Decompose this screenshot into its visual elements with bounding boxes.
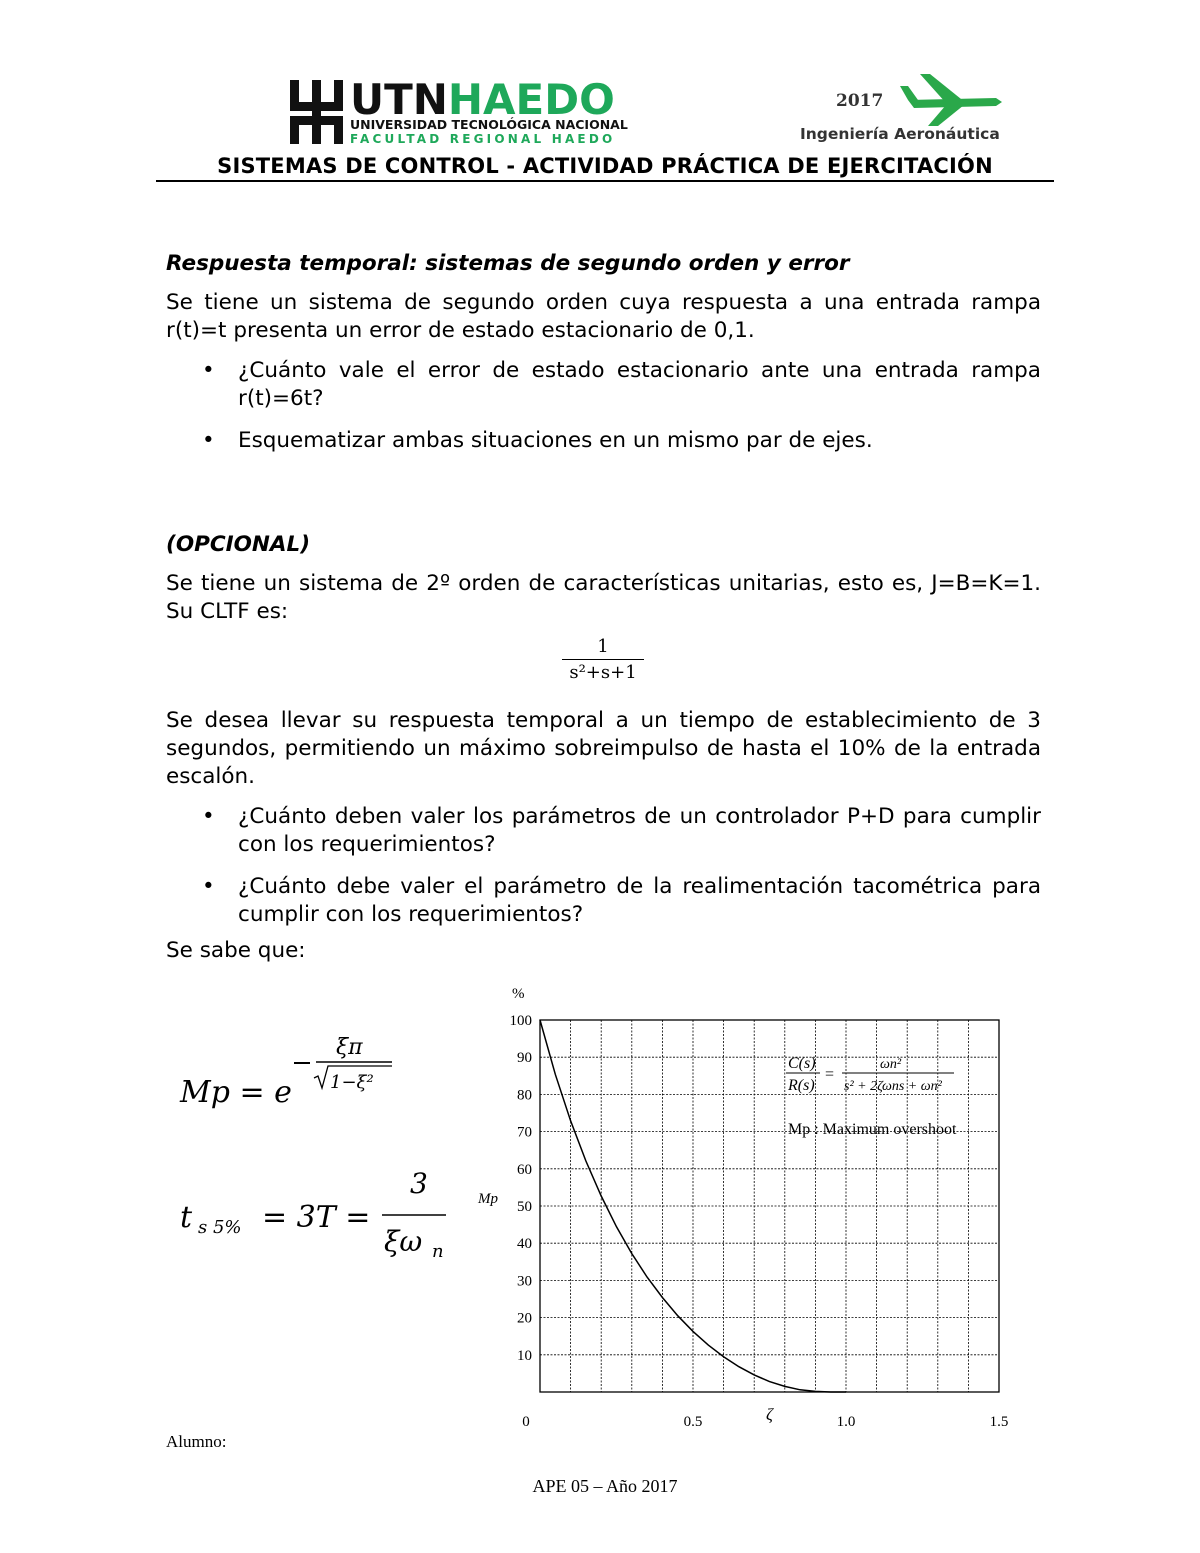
y-unit-label: % xyxy=(512,986,525,1002)
x-axis-label: ζ xyxy=(766,1405,773,1424)
document-title: SISTEMAS DE CONTROL - ACTIVIDAD PRÁCTICA DE EJERCITACIÓN xyxy=(156,154,1054,182)
bullet-icon: • xyxy=(202,804,215,829)
overshoot-chart-svg xyxy=(470,980,1030,1430)
cltf-numerator: 1 xyxy=(597,636,609,657)
ts-lhs: t xyxy=(180,1200,193,1235)
x-tick-label: 1.0 xyxy=(836,1414,856,1430)
y-tick-label: 60 xyxy=(517,1161,532,1178)
ts-subscript: s 5% xyxy=(198,1217,242,1238)
section2-intro: Se tiene un sistema de 2º orden de características unitarias, esto es, J=B=K=1. Su CLTF es: xyxy=(166,571,1041,624)
year-badge: 2017 xyxy=(836,91,884,111)
y-tick-label: 100 xyxy=(509,1013,532,1029)
section2-title: (OPCIONAL) xyxy=(166,532,311,557)
ts-mid: = 3T = xyxy=(262,1200,371,1235)
chart-legend-text: Mp : Maximum overshoot xyxy=(788,1121,957,1138)
mp-lhs: Mp = e xyxy=(180,1075,292,1110)
tf-lhs-denominator: R(s) xyxy=(788,1077,815,1094)
mp-exponent-denominator: 1−ξ² xyxy=(330,1072,374,1093)
ts-numerator: 3 xyxy=(410,1167,428,1200)
faculty-name: FACULTAD REGIONAL HAEDO xyxy=(350,132,616,146)
y-tick-label: 70 xyxy=(517,1124,532,1141)
department-label: Ingeniería Aeronáutica xyxy=(800,125,1000,143)
bullet-icon: • xyxy=(202,358,215,383)
y-tick-label: 50 xyxy=(517,1199,532,1215)
ts-formula xyxy=(176,1155,466,1265)
mp-formula xyxy=(176,1030,446,1120)
bullet-icon: • xyxy=(202,874,215,899)
tf-equals: = xyxy=(825,1066,835,1083)
section-opcional xyxy=(166,531,1041,626)
ts-denominator-subscript: n xyxy=(432,1241,444,1262)
cltf-fraction xyxy=(562,636,644,683)
section2-description: Se desea llevar su respuesta temporal a un tiempo de establecimiento de 3 segundos, permitiendo un máximo sobreimpulso de hasta el 10% de la entrada escalón. xyxy=(166,708,1041,789)
y-tick-label: 80 xyxy=(517,1087,532,1104)
y-axis-label: Mp xyxy=(478,1191,498,1207)
airplane-icon xyxy=(900,74,1002,126)
y-tick-label: 30 xyxy=(517,1273,532,1290)
utn-haedo-logo xyxy=(288,72,648,152)
mp-exponent-numerator: ξπ xyxy=(336,1035,363,1060)
student-label: Alumno: xyxy=(166,1432,227,1451)
y-tick-label: 10 xyxy=(517,1347,532,1364)
y-tick-label: 20 xyxy=(517,1310,532,1327)
known-label: Se sabe que: xyxy=(166,938,306,963)
cltf-denominator: s²+s+1 xyxy=(562,659,644,683)
aeronautica-logo xyxy=(796,70,1006,150)
y-tick-label: 40 xyxy=(517,1236,532,1253)
y-tick-label: 90 xyxy=(517,1050,532,1067)
ts-denominator: ξω xyxy=(384,1225,423,1258)
logo-wordmark: UTNHAEDO xyxy=(350,75,615,124)
tf-rhs-denominator: s² + 2ζωns + ωn² xyxy=(844,1079,942,1094)
list-item: • Esquematizar ambas situaciones en un mismo par de ejes. xyxy=(202,428,873,453)
list-item: • ¿Cuánto deben valer los parámetros de un controlador P+D para cumplir con los requerimientos? xyxy=(202,804,1041,857)
tf-lhs-numerator: C(s) xyxy=(788,1055,816,1072)
section-respuesta-temporal xyxy=(166,250,1041,455)
x-tick-label: 0 xyxy=(522,1414,530,1430)
utn-emblem-icon xyxy=(288,72,648,152)
section1-title: Respuesta temporal: sistemas de segundo orden y error xyxy=(166,251,850,276)
x-tick-label: 1.5 xyxy=(989,1414,1009,1430)
bullet-icon: • xyxy=(202,428,215,453)
x-tick-label: 0.5 xyxy=(683,1414,703,1430)
page-footer: APE 05 – Año 2017 xyxy=(532,1476,678,1496)
section1-intro: Se tiene un sistema de segundo orden cuya respuesta a una entrada rampa r(t)=t presenta un error de estado estacionario de 0,1. xyxy=(166,290,1041,343)
university-name: UNIVERSIDAD TECNOLÓGICA NACIONAL xyxy=(350,117,628,132)
section2-body xyxy=(166,707,1041,965)
list-item: • ¿Cuánto vale el error de estado estacionario ante una entrada rampa r(t)=6t? xyxy=(202,358,1041,411)
chart-tf-annotation xyxy=(786,1055,957,1138)
list-item: • ¿Cuánto debe valer el parámetro de la realimentación tacométrica para cumplir con los requerimientos? xyxy=(202,874,1041,927)
overshoot-chart xyxy=(470,980,1030,1430)
tf-rhs-numerator: ωn² xyxy=(880,1057,902,1072)
